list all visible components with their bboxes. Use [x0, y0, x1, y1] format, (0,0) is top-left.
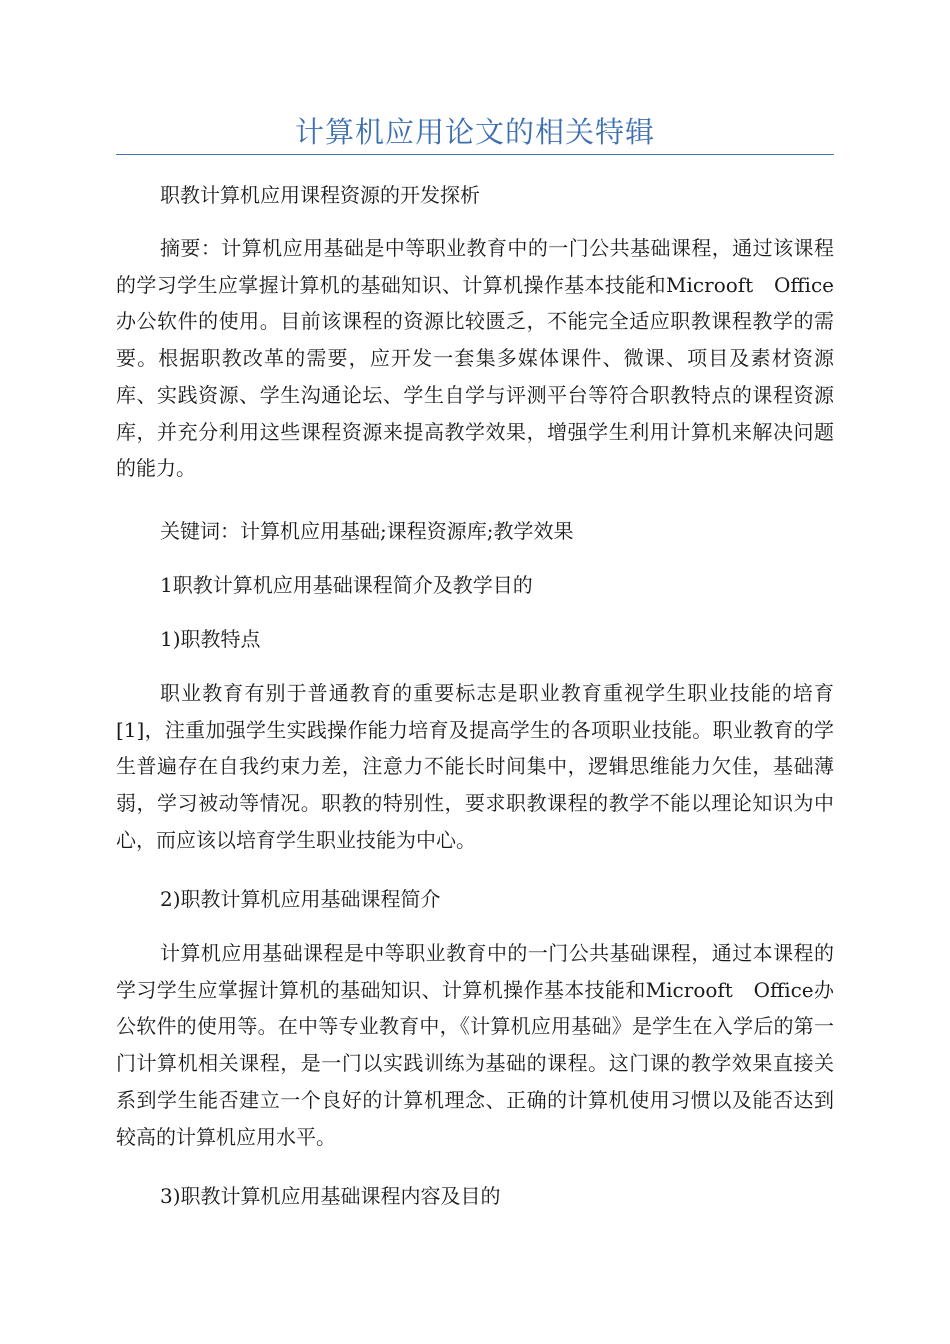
document-title: 计算机应用论文的相关特辑 — [294, 115, 655, 149]
article-subtitle: 职教计算机应用课程资源的开发探析 — [160, 183, 480, 207]
subsection-1-body: 职业教育有别于普通教育的重要标志是职业教育重视学生职业技能的培育[1]，注重加强学生实践操作能力培育及提高学生的各项职业技能。职业教育的学生普遍存在自我约束力差，注意力不能长时间集中，逻辑思维能力欠佳，基础薄弱，学习被动等情况。职教的特别性，要求职教课程的教学不能以理论知识为中心，而应该以培育学生职业技能为中心。 — [116, 681, 834, 852]
title-underline — [116, 154, 834, 155]
section-1-heading: 1职教计算机应用基础课程简介及教学目的 — [160, 573, 533, 597]
subsection-2-body: 计算机应用基础课程是中等职业教育中的一门公共基础课程，通过本课程的学习学生应掌握计算机的基础知识、计算机操作基本技能和Microoft Office办公软件的使用等。在中等专业教育中，《计算机应用基础》是学生在入学后的第一门计算机相关课程，是一门以实践训练为基础的课程。这门课的教学效果直接关系到学生能否建立一个良好的计算机理念、正确的计算机使用习惯以及能否达到较高的计算机应用水平。 — [116, 941, 834, 1149]
subsection-1-heading: 1)职教特点 — [160, 627, 261, 651]
abstract-paragraph: 摘要：计算机应用基础是中等职业教育中的一门公共基础课程，通过该课程的学习学生应掌握计算机的基础知识、计算机操作基本技能和Microoft Office办公软件的使用。目前该课程的资源比较匮乏，不能完全适应职教课程教学的需要。根据职教改革的需要，应开发一套集多媒体课件、微课、项目及素材资源库、实践资源、学生沟通论坛、学生自学与评测平台等符合职教特点的课程资源库，并充分利用这些课程资源来提高教学效果，增强学生利用计算机来解决问题的能力。 — [116, 236, 834, 481]
subsection-3-heading: 3)职教计算机应用基础课程内容及目的 — [160, 1184, 501, 1208]
subsection-2-heading: 2)职教计算机应用基础课程简介 — [160, 887, 441, 911]
keywords-line: 关键词：计算机应用基础;课程资源库;教学效果 — [160, 519, 574, 543]
